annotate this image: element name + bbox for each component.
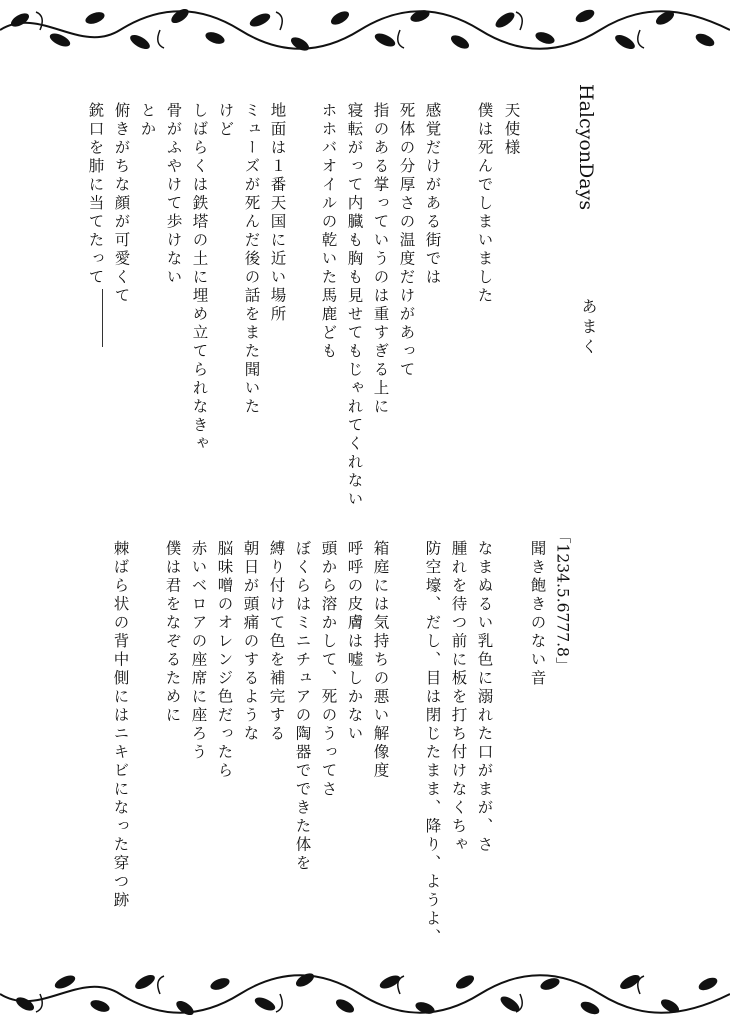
- poem-line: なまぬるい乳色に溺れた口がまが、さ: [475, 540, 494, 855]
- floral-border-bottom: [0, 964, 730, 1024]
- dash-rule: [102, 289, 103, 347]
- poem-line: 指のある掌っていうのは重すぎる上に: [371, 102, 390, 417]
- poem-line: 赤いベロアの座席に座ろう: [189, 540, 208, 762]
- poem-line: 天使様: [502, 102, 521, 158]
- poem-line: 朝日が頭痛のするような: [241, 540, 260, 744]
- poem-line: 地面は１番天国に近い場所: [268, 102, 287, 324]
- poem-line: 僕は君をなぞるために: [163, 540, 182, 725]
- poem-line: ミューズが死んだ後の話をまた聞いた: [242, 102, 261, 417]
- poem-line: しばらくは鉄塔の土に埋め立てられなきゃ: [190, 102, 209, 454]
- poem-line: とか: [138, 102, 157, 139]
- poem-title: HalcyonDays: [575, 84, 597, 211]
- poem-title: 「1234.5.6777.8」: [553, 528, 572, 673]
- poem-line: けど: [216, 102, 235, 139]
- poem-line: 脳味噌のオレンジ色だったら: [215, 540, 234, 781]
- poem-line: 死体の分厚さの温度だけがあって: [397, 102, 416, 380]
- poem-line-text: 銃口を肺に当てたって: [86, 102, 105, 287]
- poem-line: 棘ばら状の背中側にはニキビになった穿つ跡: [111, 540, 130, 910]
- poem-line: 頭から溶かして、死のうってさ: [319, 540, 338, 799]
- poem-line: ぼくらはミニチュアの陶器でできた体を: [293, 540, 312, 873]
- poem-subtitle: 聞き飽きのない音: [528, 540, 547, 688]
- poem-line: 防空壕、だし、目は閉じたまま、降り、ようよ、: [423, 540, 442, 947]
- poem-line: 縛り付けて色を補完する: [267, 540, 286, 744]
- floral-border-top: [0, 0, 730, 60]
- poem-line: 僕は死んでしまいました: [475, 102, 494, 306]
- poem-line: 腫れを待つ前に板を打ち付けなくちゃ: [449, 540, 468, 855]
- poem-line: 俯きがちな顔が可愛くて: [112, 102, 131, 306]
- poem-line: [87, 102, 103, 347]
- poem-line: 呼呼の皮膚は嘘しかない: [345, 540, 364, 744]
- poem-author: あまく: [579, 298, 598, 358]
- poem-line: 寝転がって内臓も胸も見せてもじゃれてくれない: [345, 102, 364, 509]
- poem-line: 感覚だけがある街では: [423, 102, 442, 287]
- poem-line: 箱庭には気持ちの悪い解像度: [371, 540, 390, 781]
- poem-line: 骨がふやけて歩けない: [164, 102, 183, 287]
- poem-line: ホホバオイルの乾いた馬鹿ども: [319, 102, 338, 361]
